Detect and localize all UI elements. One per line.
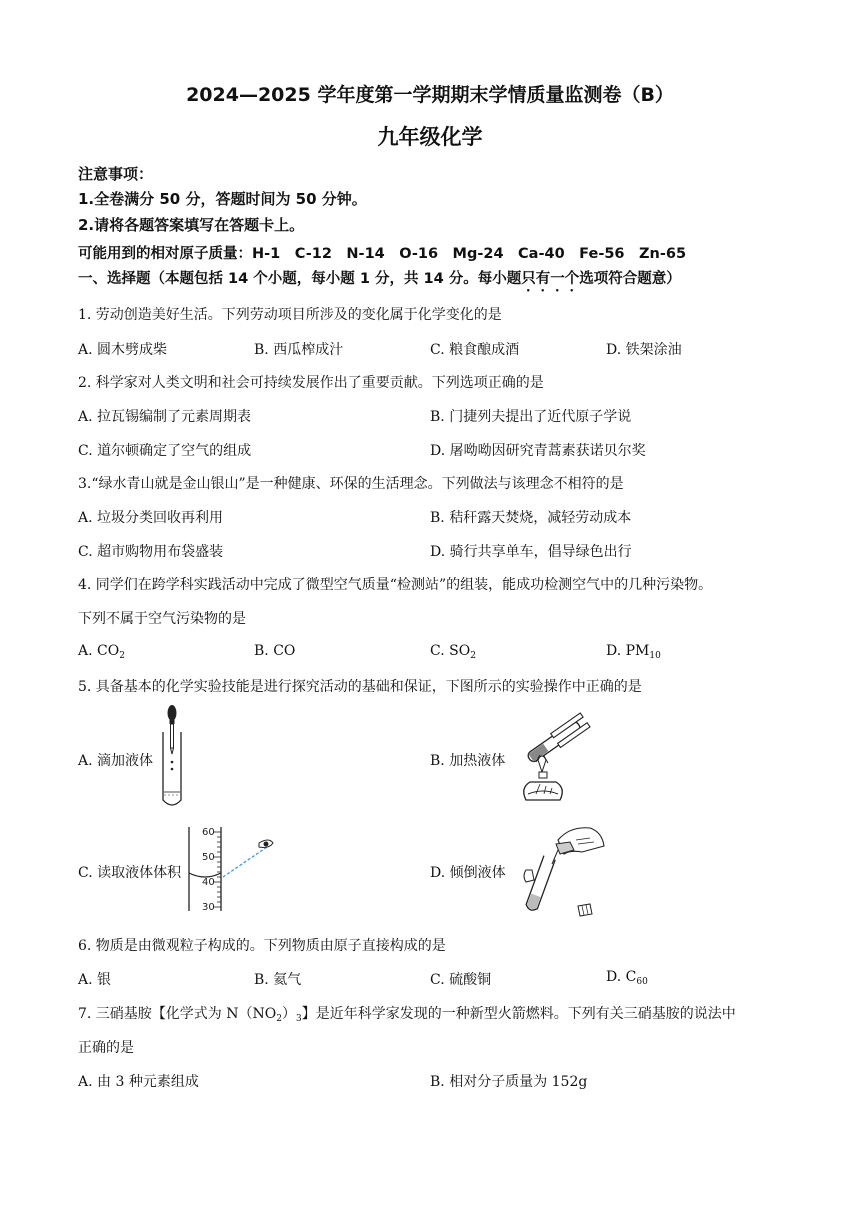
notes-heading: 注意事项：: [78, 165, 154, 183]
q5-option-b[interactable]: B. 加热液体: [430, 753, 506, 769]
q5-option-c[interactable]: C. 读取液体体积: [78, 865, 182, 881]
q7-stem-line2: 正确的是: [78, 1040, 134, 1056]
q7-option-a[interactable]: A. 由 3 种元素组成: [78, 1074, 199, 1090]
section1-heading: [78, 267, 681, 295]
q3-option-a[interactable]: A. 垃圾分类回收再利用: [78, 510, 224, 526]
section1-heading-post: 选项符合题意）: [579, 271, 681, 287]
q6-option-a-text: A. 银: [78, 972, 112, 988]
q4-stem-line1: 4. 同学们在跨学科实践活动中完成了微型空气质量“检测站”的组装，能成功检测空气中的几种污染物。: [78, 577, 713, 593]
q6-option-d-text: D. C: [606, 969, 637, 985]
q4-stem-line2: 下列不属于空气污染物的是: [78, 611, 246, 627]
exam-title: 2024—2025 学年度第一学期期末学情质量监测卷（B）: [186, 84, 674, 106]
q4-option-b[interactable]: [254, 643, 295, 659]
q7-stem-sub2: 3: [295, 1014, 302, 1024]
q3-option-d[interactable]: D. 骑行共享单车，倡导绿色出行: [430, 544, 632, 560]
q6-stem: 6. 物质是由微观粒子构成的。下列物质由原子直接构成的是: [78, 938, 446, 954]
q6-option-a[interactable]: [78, 969, 111, 989]
q4-option-c-sub: 2: [470, 651, 476, 661]
q1-option-c[interactable]: C. 粮食酿成酒: [430, 342, 520, 358]
q1-option-a[interactable]: A. 圆木劈成柴: [78, 342, 168, 358]
q6-option-d-sub: 60: [636, 977, 648, 987]
q4-option-d-text: D. PM: [606, 643, 650, 659]
scale-tick-50: 50: [202, 852, 215, 863]
q6-option-b-text: B. 氦气: [254, 972, 302, 988]
q3-stem: 3.“绿水青山就是金山银山”是一种健康、环保的生活理念。下列做法与该理念不相符的是: [78, 476, 624, 492]
q2-option-d[interactable]: D. 屠呦呦因研究青蒿素获诺贝尔奖: [430, 443, 646, 459]
q4-option-a[interactable]: [78, 643, 125, 661]
q2-option-c[interactable]: C. 道尔顿确定了空气的组成: [78, 443, 252, 459]
q5-option-d[interactable]: D. 倾倒液体: [430, 865, 506, 881]
pouring-liquid-figure: [520, 820, 610, 920]
q7-stem-sub1: 2: [276, 1014, 282, 1024]
atomic-masses: 可能用到的相对原子质量：H-1 C-12 N-14 O-16 Mg-24 Ca-40 Fe-56 Zn-65: [78, 246, 687, 262]
scale-tick-30: 30: [202, 902, 215, 913]
q4-option-a-text: A. CO: [78, 643, 120, 659]
q1-option-b[interactable]: B. 西瓜榨成汁: [254, 342, 344, 358]
q5-stem: 5. 具备基本的化学实验技能是进行探究活动的基础和保证，下图所示的实验操作中正确的是: [78, 679, 642, 695]
heating-liquid-figure: [500, 710, 600, 810]
graduated-cylinder-figure: [185, 825, 280, 915]
q4-option-c-text: C. SO: [430, 643, 471, 659]
scale-tick-40: 40: [202, 877, 215, 888]
q3-option-b[interactable]: B. 秸秆露天焚烧，减轻劳动成本: [430, 510, 632, 526]
q1-stem: 1. 劳动创造美好生活。下列劳动项目所涉及的变化属于化学变化的是: [78, 307, 502, 323]
q7-option-b[interactable]: B. 相对分子质量为 152g: [430, 1074, 588, 1090]
q6-option-d[interactable]: [606, 969, 648, 987]
q4-option-c[interactable]: [430, 643, 476, 661]
q4-option-d-sub: 10: [649, 651, 661, 661]
q2-option-a[interactable]: A. 拉瓦锡编制了元素周期表: [78, 409, 252, 425]
note-item-1: 1.全卷满分 50 分，答题时间为 50 分钟。: [78, 190, 367, 208]
q2-option-b[interactable]: B. 门捷列夫提出了近代原子学说: [430, 409, 632, 425]
q7-stem-pre: 7. 三硝基胺【化学式为 N（NO: [78, 1006, 277, 1022]
q3-option-c[interactable]: C. 超市购物用布袋盛装: [78, 544, 224, 560]
scale-tick-60: 60: [202, 827, 215, 838]
section1-heading-pre: 一、选择题（本题包括 14 个小题，每小题 1 分，共 14 分。每小题: [78, 271, 522, 287]
q7-stem-mid: ）: [281, 1006, 296, 1022]
dropper-test-tube-figure: [152, 700, 192, 810]
q5-option-a[interactable]: A. 滴加液体: [78, 753, 154, 769]
q4-option-a-sub: 2: [119, 651, 125, 661]
q1-option-d[interactable]: D. 铁架涂油: [606, 342, 682, 358]
note-item-2: 2.请将各题答案填写在答题卡上。: [78, 216, 305, 234]
q7-stem-post: 】是近年科学家发现的一种新型火箭燃料。下列有关三硝基胺的说法中: [301, 1006, 736, 1022]
q6-option-c[interactable]: [430, 969, 491, 989]
q6-option-b[interactable]: [254, 969, 301, 989]
q2-stem: 2. 科学家对人类文明和社会可持续发展作出了重要贡献。下列选项正确的是: [78, 375, 544, 391]
exam-subtitle: 九年级化学: [377, 125, 483, 149]
q7-stem-line1: [78, 1003, 736, 1024]
section1-heading-emphasis: 只有一个: [521, 271, 580, 287]
q6-option-c-text: C. 硫酸铜: [430, 972, 492, 988]
q4-option-b-text: B. CO: [254, 643, 296, 659]
q4-option-d[interactable]: [606, 643, 661, 661]
